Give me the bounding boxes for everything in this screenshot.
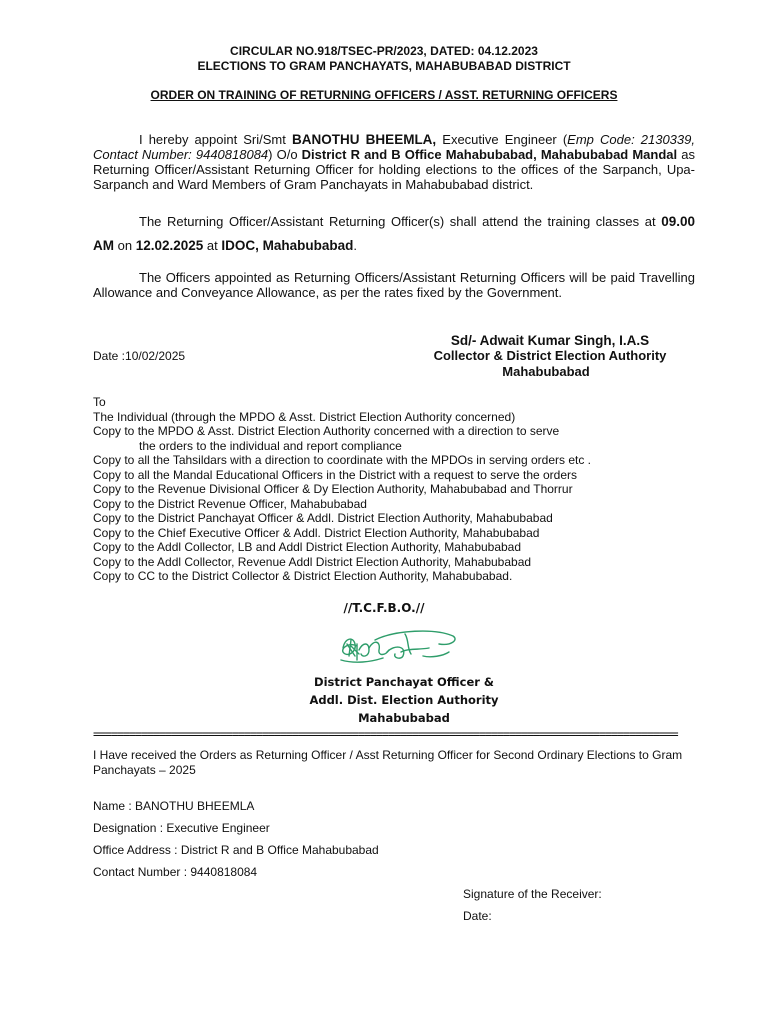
list-item: Copy to the Chief Executive Officer & Addl. District Election Authority, Mahabubabad [93, 525, 540, 540]
training-end: . [353, 238, 357, 253]
appoint-prefix: I hereby appoint Sri/Smt [139, 132, 292, 147]
training-paragraph [93, 210, 695, 258]
order-title-text: ORDER ON TRAINING OF RETURNING OFFICERS / ASST. RETURNING OFFICERS [150, 88, 618, 102]
appointment-paragraph [93, 132, 695, 192]
list-item: Copy to the Addl Collector, LB and Addl District Election Authority, Mahabubabad [93, 540, 522, 554]
contact-number: Contact Number: 9440818084 [93, 147, 269, 162]
receiver-name: Name : BANOTHU BHEEMLA [93, 799, 255, 813]
receiver-designation: Designation : Executive Engineer [93, 821, 270, 835]
appoint-designation: Executive Engineer ( [436, 132, 568, 147]
circular-number: CIRCULAR NO.918/TSEC-PR/2023, DATED: 04.12.2023 [230, 44, 538, 58]
training-date: 12.02.2025 [135, 238, 204, 253]
to-label: To [93, 395, 106, 409]
collector-signature-line: Sd/- Adwait Kumar Singh, I.A.S [450, 333, 650, 348]
appoint-oo: ) O/o [268, 147, 302, 162]
office-name: District R and B Office Mahabubabad, Mahabubabad Mandal [301, 147, 678, 162]
list-item: Copy to all the Tahsildars with a direction to coordinate with the MPDOs in serving orders etc . [93, 453, 592, 467]
receiver-contact: Contact Number : 9440818084 [93, 865, 258, 879]
list-item: The Individual (through the MPDO & Asst. District Election Authority concerned) [93, 409, 516, 424]
list-item: Copy to CC to the District Collector & District Election Authority, Mahabubabad. [93, 569, 513, 583]
forwarding-authority [0, 673, 768, 727]
officer-name: BANOTHU BHEEMLA, [291, 132, 437, 147]
list-item: Copy to the Revenue Divisional Officer & Dy Election Authority, Mahabubabad and Thorrur [93, 482, 573, 496]
list-item: the orders to the individual and report compliance [139, 438, 402, 453]
collector-place: Mahabubabad [502, 364, 590, 379]
list-item: Copy to the District Panchayat Officer & Addl. District Election Authority, Mahabubabad [93, 511, 553, 525]
training-venue: IDOC, Mahabubabad [221, 238, 354, 253]
list-item: Copy to the Addl Collector, Revenue Addl District Election Authority, Mahabubabad [93, 554, 532, 569]
distribution-list [93, 395, 703, 584]
appoint-rest: as Returning Officer/Assistant Returning Officer for holding elections to the offices of the Sarpanch, Upa-Sarpanch and Ward Members of Gram Panchayats in Mahabubabad district. [93, 147, 695, 192]
collector-designation: Collector & District Election Authority [433, 348, 667, 363]
receiver-signature-label: Signature of the Receiver: [463, 887, 602, 901]
forwarding-line-3: Mahabubabad [358, 711, 450, 725]
handwritten-signature-image [335, 626, 465, 672]
allowance-paragraph: The Officers appointed as Returning Officers/Assistant Returning Officers will be paid Travelling Allowance and Conveyance Allowance, as per the rates fixed by the Government. [93, 270, 695, 300]
emp-code: Emp Code: 2130339, [567, 132, 695, 147]
training-on: on [114, 238, 136, 253]
tcfbo-mark: //T.C.F.B.O.// [343, 601, 425, 615]
list-item: Copy to the MPDO & Asst. District Election Authority concerned with a direction to serve [93, 424, 560, 438]
separator-line: ================================================================================================= [93, 728, 678, 740]
order-title [0, 88, 768, 103]
elections-heading: ELECTIONS TO GRAM PANCHAYATS, MAHABUBABAD DISTRICT [197, 59, 571, 73]
receiver-date-label: Date: [463, 909, 492, 923]
list-item: Copy to the District Revenue Officer, Mahabubabad [93, 496, 367, 511]
forwarding-line-1: District Panchayat Officer & [314, 675, 494, 689]
order-date: Date :10/02/2025 [93, 349, 186, 363]
receipt-statement: I Have received the Orders as Returning Officer / Asst Returning Officer for Second Ordinary Elections to Gram Panchayats – 2025 [93, 748, 683, 777]
training-at: at [203, 238, 222, 253]
receiver-office-address: Office Address : District R and B Office Mahabubabad [93, 843, 379, 857]
training-time: 09.00 AM [93, 214, 695, 253]
forwarding-line-2: Addl. Dist. Election Authority [309, 693, 499, 707]
list-item: Copy to all the Mandal Educational Officers in the District with a request to serve the orders [93, 467, 578, 482]
training-text: The Returning Officer/Assistant Returning Officer(s) shall attend the training classes at [139, 214, 656, 229]
